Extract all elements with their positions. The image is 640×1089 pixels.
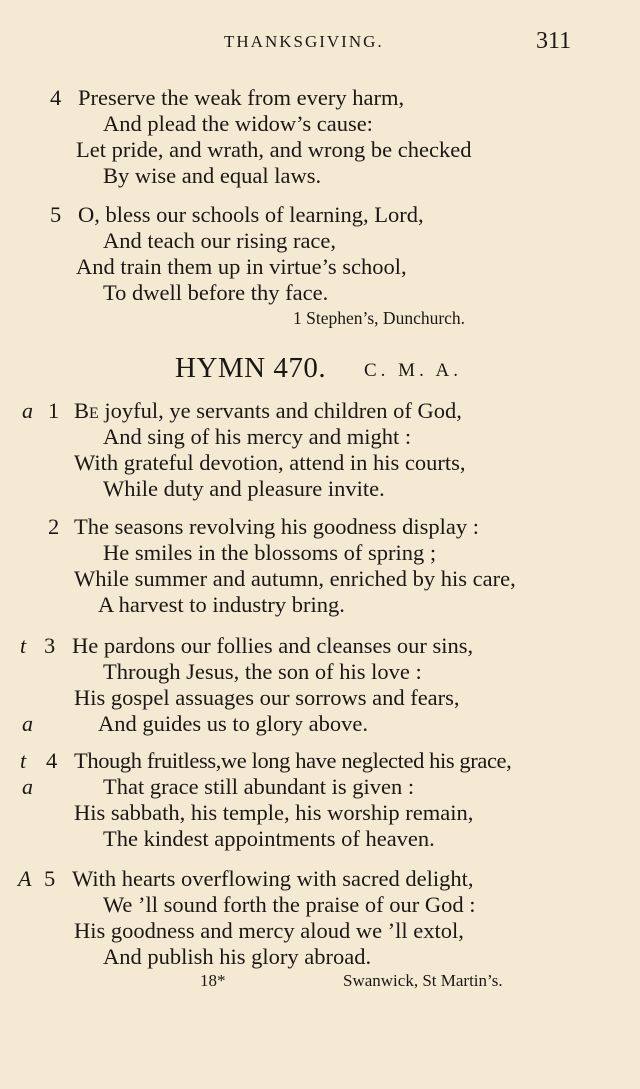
verse-line: With hearts overflowing with sacred delight, (72, 866, 474, 891)
tune-name: Swanwick, St Martin’s. (343, 971, 503, 990)
verse-line (74, 398, 462, 424)
dynamic-mark: a (22, 711, 33, 736)
signature-mark: 18* (200, 971, 226, 990)
dynamic-mark: t (20, 633, 27, 658)
running-header: THANKSGIVING. (224, 32, 384, 51)
tune-name: 1 Stephen’s, Dunchurch. (293, 308, 466, 328)
verse-line: His goodness and mercy aloud we ’ll extol, (74, 918, 464, 943)
dynamic-mark: a (22, 398, 33, 423)
verse-line: Though fruitless,we long have neglected his grace, (74, 748, 512, 773)
verse-line: Through Jesus, the son of his love : (103, 659, 422, 684)
first-word: Be (74, 398, 99, 423)
page-number: 311 (536, 28, 572, 54)
verse-number: 4 (46, 748, 58, 773)
verse-number: 1 (48, 398, 60, 423)
verse-line: And plead the widow’s cause: (103, 111, 373, 136)
verse-line: He pardons our follies and cleanses our sins, (72, 633, 474, 658)
verse-number: 3 (44, 633, 56, 658)
verse-line: The seasons revolving his goodness display : (74, 514, 479, 539)
hymn-title: HYMN 470. (175, 352, 327, 384)
verse-line: And train them up in virtue’s school, (76, 254, 407, 279)
dynamic-mark: t (20, 748, 27, 773)
verse-line: And sing of his mercy and might : (103, 424, 412, 449)
verse-line: While summer and autumn, enriched by his care, (74, 566, 516, 591)
verse-line: A harvest to industry bring. (98, 592, 345, 617)
hymn-meter: C. M. A. (364, 360, 462, 381)
verse-number: 5 (50, 202, 62, 227)
verse-line: And guides us to glory above. (98, 711, 368, 736)
verse-line: To dwell before thy face. (103, 280, 329, 305)
dynamic-mark: a (22, 774, 33, 799)
verse-line: The kindest appointments of heaven. (103, 826, 435, 851)
verse-line: With grateful devotion, attend in his courts, (74, 450, 466, 475)
verse-line: While duty and pleasure invite. (103, 476, 385, 501)
verse-line: His sabbath, his temple, his worship remain, (74, 800, 474, 825)
verse-line: And publish his glory abroad. (103, 944, 372, 969)
verse-number: 4 (50, 85, 62, 110)
verse-line-rest: joyful, ye servants and children of God, (98, 398, 462, 423)
verse-line: By wise and equal laws. (103, 163, 322, 188)
verse-line: He smiles in the blossoms of spring ; (103, 540, 437, 565)
verse-line: Let pride, and wrath, and wrong be checked (76, 137, 472, 162)
verse-number: 2 (48, 514, 60, 539)
verse-line: That grace still abundant is given : (103, 774, 415, 799)
verse-line: His gospel assuages our sorrows and fears, (74, 685, 460, 710)
verse-line: O, bless our schools of learning, Lord, (78, 202, 424, 227)
verse-line: And teach our rising race, (103, 228, 337, 253)
verse-line: We ’ll sound forth the praise of our God : (103, 892, 476, 917)
verse-line: Preserve the weak from every harm, (78, 85, 405, 110)
dynamic-mark: A (18, 866, 32, 891)
verse-number: 5 (44, 866, 56, 891)
